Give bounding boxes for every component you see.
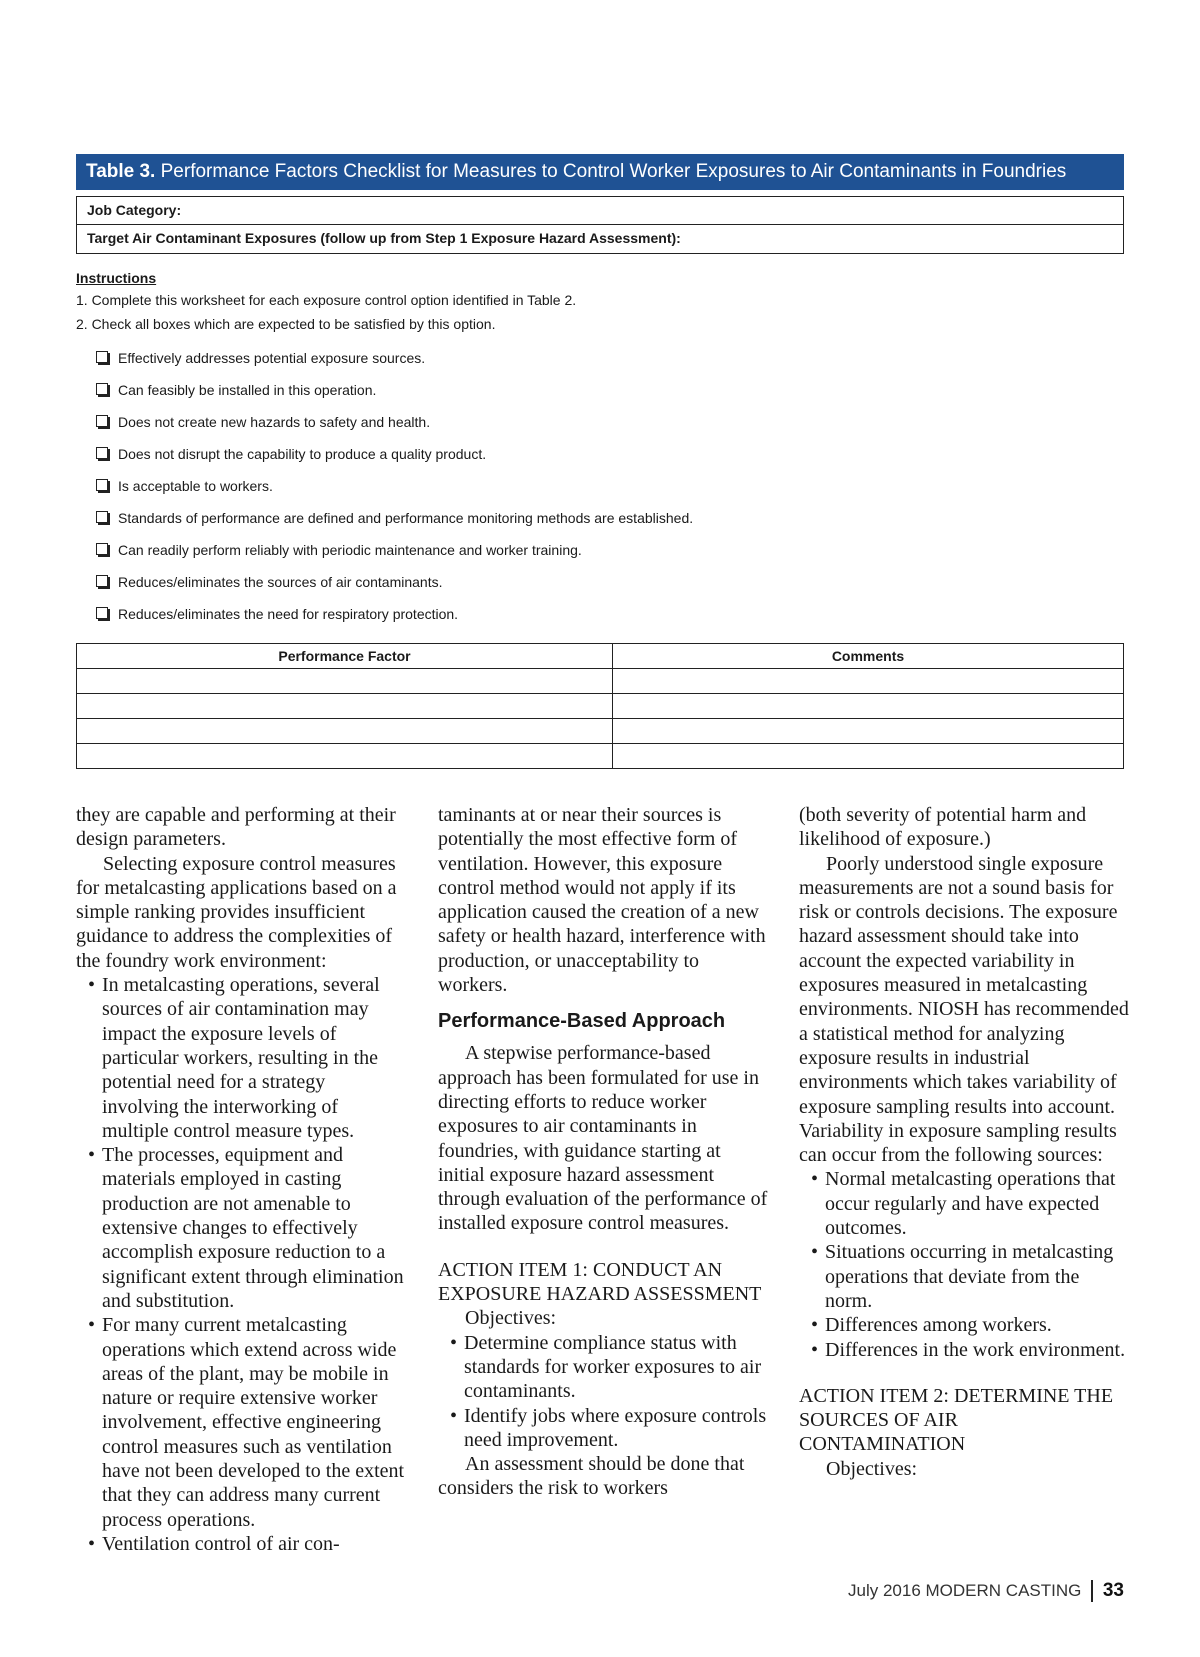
article-column-1 bbox=[76, 803, 406, 1556]
checkbox-icon[interactable] bbox=[96, 511, 108, 523]
table-cell[interactable] bbox=[77, 694, 613, 719]
table-cell[interactable] bbox=[77, 744, 613, 769]
instruction-step: 2. Check all boxes which are expected to be satisfied by this option. bbox=[76, 316, 496, 332]
bullet-item: • Normal metalcasting operations that occur regularly and have expected outcomes. bbox=[799, 1167, 1129, 1240]
page-number: 33 bbox=[1102, 1580, 1124, 1601]
article-column-2 bbox=[438, 803, 768, 1501]
checklist-item-label: Effectively addresses potential exposure sources. bbox=[118, 350, 426, 366]
bullet-item: • Differences among workers. bbox=[799, 1313, 1129, 1337]
table-row bbox=[77, 744, 1124, 769]
bullet-item: • In metalcasting operations, several sources of air contamination may impact the exposure levels of particular workers, resulting in the potential need for a strategy involving the interworking of multiple control measure types. bbox=[76, 973, 406, 1143]
instructions-section bbox=[76, 268, 1124, 630]
checklist-item bbox=[96, 374, 1124, 406]
objectives-label: Objectives: bbox=[826, 1457, 918, 1480]
table-cell[interactable] bbox=[77, 719, 613, 744]
table-title: Performance Factors Checklist for Measures to Control Worker Exposures to Air Contaminants in Foundries bbox=[160, 161, 1067, 182]
paragraph: Poorly understood single exposure measurements are not a sound basis for risk or controls decisions. The exposure hazard assessment should take into account the expected variability in exposures measured in metalcasting environments. NIOSH has recommended a statistical method for analyzing exposure results in industrial environments which takes variability of exposure sampling results into account. Variability in exposure sampling results can occur from the following sources: bbox=[799, 852, 1129, 1167]
bullet-item: • Situations occurring in metalcasting operations that deviate from the norm. bbox=[799, 1240, 1129, 1313]
bullet-item: • Determine compliance status with standards for worker exposures to air contaminants. bbox=[438, 1331, 768, 1404]
checkbox-icon[interactable] bbox=[96, 383, 108, 395]
checkbox-icon[interactable] bbox=[96, 447, 108, 459]
checklist-item bbox=[96, 438, 1124, 470]
checklist-item-label: Does not create new hazards to safety and health. bbox=[118, 414, 431, 430]
bullet-item: • Differences in the work environment. bbox=[799, 1338, 1129, 1362]
section-heading: Performance-Based Approach bbox=[438, 1010, 726, 1033]
paragraph: they are capable and performing at their design parameters. bbox=[76, 804, 396, 851]
bullet-item: • Identify jobs where exposure controls need improvement. bbox=[438, 1404, 768, 1453]
table-cell[interactable] bbox=[613, 744, 1124, 769]
checklist-item-label: Reduces/eliminates the need for respiratory protection. bbox=[118, 606, 459, 622]
checklist-item-label: Is acceptable to workers. bbox=[118, 478, 273, 494]
table-row bbox=[77, 694, 1124, 719]
page-footer bbox=[848, 1580, 1124, 1602]
performance-factor-header: Performance Factor bbox=[77, 644, 613, 669]
bullet-item: • Ventilation control of air con- bbox=[76, 1532, 406, 1556]
bullet-item: • For many current metalcasting operations which extend across wide areas of the plant, may be mobile in nature or require extensive worker involvement, effective engineering control measures such as ventilation have not been developed to the extent that they can address many current process operations. bbox=[76, 1313, 406, 1532]
bullet-item: • The processes, equipment and materials employed in casting production are not amenable to extensive changes to effectively accomplish exposure reduction to a significant extent through elimination and substitution. bbox=[76, 1143, 406, 1313]
table-label: Table 3. bbox=[86, 161, 156, 182]
checkbox-icon[interactable] bbox=[96, 543, 108, 555]
target-exposures-label: Target Air Contaminant Exposures (follow up from Step 1 Exposure Hazard Assessment): bbox=[77, 224, 1123, 251]
action-item-heading: ACTION ITEM 1: CONDUCT AN EXPOSURE HAZARD ASSESSMENT bbox=[438, 1258, 762, 1306]
action-item-heading: ACTION ITEM 2: DETERMINE THE SOURCES OF AIR CONTAMINATION bbox=[799, 1384, 1114, 1456]
footer-divider bbox=[1091, 1580, 1093, 1602]
comments-header: Comments bbox=[613, 644, 1124, 669]
checklist-item-label: Can readily perform reliably with periodic maintenance and worker training. bbox=[118, 542, 582, 558]
checklist-item bbox=[96, 502, 1124, 534]
checkbox-icon[interactable] bbox=[96, 479, 108, 491]
table-cell[interactable] bbox=[77, 669, 613, 694]
checklist-item-label: Reduces/eliminates the sources of air contaminants. bbox=[118, 574, 443, 590]
checklist-item bbox=[96, 534, 1124, 566]
instructions-title: Instructions bbox=[76, 270, 157, 286]
table-cell[interactable] bbox=[613, 719, 1124, 744]
performance-factor-table bbox=[76, 643, 1124, 769]
checklist-item-label: Standards of performance are defined and performance monitoring methods are established. bbox=[118, 510, 694, 526]
magazine-name: MODERN CASTING bbox=[925, 1581, 1082, 1600]
checklist-item bbox=[96, 598, 1124, 630]
checklist-item bbox=[96, 566, 1124, 598]
table-row bbox=[77, 719, 1124, 744]
table-cell[interactable] bbox=[613, 669, 1124, 694]
paragraph: taminants at or near their sources is potentially the most effective form of ventilation. However, this exposure control method would not apply if its application caused the creation of a new safety or health hazard, interference with production, or unacceptability to workers. bbox=[438, 804, 766, 997]
paragraph: (both severity of potential harm and likelihood of exposure.) bbox=[799, 804, 1087, 851]
checklist bbox=[76, 342, 1124, 630]
objectives-label: Objectives: bbox=[465, 1307, 557, 1330]
job-info-box bbox=[76, 196, 1124, 254]
table-title-bar bbox=[76, 154, 1124, 190]
paragraph: A stepwise performance-based approach has been formulated for use in directing efforts to reduce worker exposures to air contaminants in foundries, with guidance starting at initial exposure hazard assessment through evaluation of the performance of installed exposure control measures. bbox=[438, 1042, 768, 1235]
table-row bbox=[77, 669, 1124, 694]
checklist-item bbox=[96, 406, 1124, 438]
checklist-item bbox=[96, 342, 1124, 374]
job-category-label: Job Category: bbox=[87, 202, 182, 218]
article-column-3 bbox=[799, 803, 1129, 1481]
table-cell[interactable] bbox=[613, 694, 1124, 719]
issue-date: July 2016 bbox=[848, 1581, 921, 1600]
checklist-item-label: Can feasibly be installed in this operation. bbox=[118, 382, 377, 398]
checkbox-icon[interactable] bbox=[96, 575, 108, 587]
checkbox-icon[interactable] bbox=[96, 351, 108, 363]
paragraph: Selecting exposure control measures for metalcasting applications based on a simple ranking provides insufficient guidance to address the complexities of the foundry work environment: bbox=[76, 852, 397, 972]
checklist-item-label: Does not disrupt the capability to produce a quality product. bbox=[118, 446, 487, 462]
instruction-step: 1. Complete this worksheet for each exposure control option identified in Table 2. bbox=[76, 292, 577, 308]
checklist-item bbox=[96, 470, 1124, 502]
checkbox-icon[interactable] bbox=[96, 607, 108, 619]
checkbox-icon[interactable] bbox=[96, 415, 108, 427]
paragraph: An assessment should be done that considers the risk to workers bbox=[438, 1453, 745, 1500]
